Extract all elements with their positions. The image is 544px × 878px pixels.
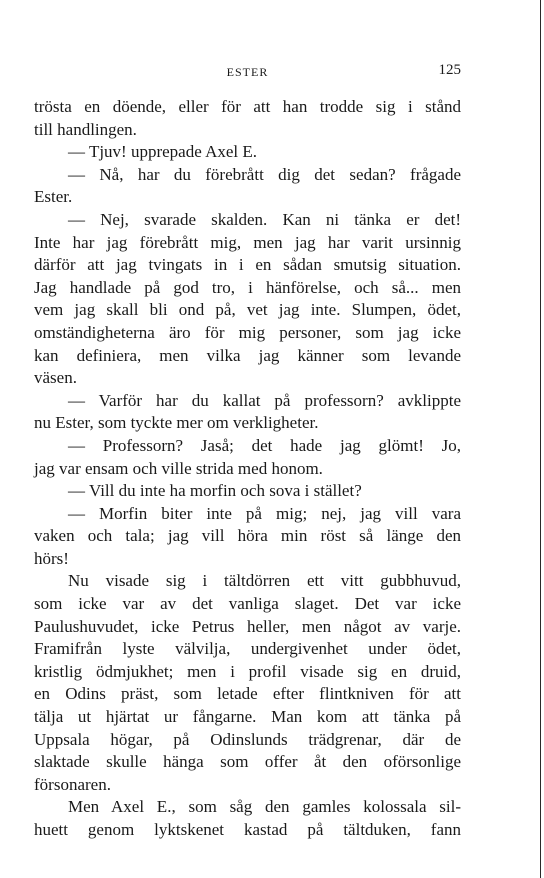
text-line: tälja ut hjärtat ur fångarne. Man kom att tänka på <box>34 707 461 727</box>
text-line: kristlig ödmjukhet; men i profil visade sig en druid, <box>34 661 461 681</box>
text-line: — Tjuv! upprepade Axel E. <box>68 142 258 162</box>
text-line: — Varför har du kallat på professorn? avklippte <box>68 390 461 410</box>
text-line: omständigheterna äro för mig personer, som jag icke <box>34 322 461 342</box>
text-line: som icke var av det vanliga slaget. Det var icke <box>34 594 461 614</box>
running-title: ESTER <box>226 65 269 79</box>
page-edge-line <box>540 0 541 878</box>
text-line: en Odins präst, som letade efter flintkniven för att <box>34 684 461 704</box>
text-line: till handlingen. <box>34 119 137 139</box>
page-number: 125 <box>438 62 461 78</box>
text-line: — Nej, svarade skalden. Kan ni tänka er det! <box>68 209 461 229</box>
text-line: huett genom lyktskenet kastad på tältduken, fann <box>34 820 461 839</box>
body-text <box>34 96 461 842</box>
text-line: Uppsala högar, på Odinslunds trädgrenar, där de <box>34 729 461 749</box>
text-line: — Vill du inte ha morfin och sova i stället? <box>68 481 362 501</box>
text-line: Ester. <box>34 187 73 207</box>
text-line: jag var ensam och ville strida med honom. <box>34 458 323 478</box>
text-line: kan definiera, men vilka jag känner som levande <box>34 345 461 365</box>
page-header <box>34 62 461 82</box>
text-line: Men Axel E., som såg den gamles kolossala sil- <box>68 797 461 817</box>
text-line: nu Ester, som tyckte mer om verkligheter. <box>34 413 319 433</box>
text-line: Nu visade sig i tältdörren ett vitt gubbhuvud, <box>68 571 461 591</box>
text-line: — Nå, har du förebrått dig det sedan? frågade <box>68 164 461 184</box>
text-line: slaktade skulle hänga som offer åt den oförsonlige <box>34 752 461 772</box>
text-line: Framifrån lyste välvilja, undergivenhet under ödet, <box>34 639 461 659</box>
text-line: Jag handlade på god tro, i hänförelse, och så... men <box>34 277 461 297</box>
text-line: hörs! <box>34 548 69 568</box>
text-line: väsen. <box>34 368 77 388</box>
text-line: — Morfin biter inte på mig; nej, jag vill vara <box>68 503 461 523</box>
text-line: därför att jag tvingats in i en sådan smutsig situation. <box>34 255 461 275</box>
text-line: vem jag skall bli ond på, vet jag inte. Slumpen, ödet, <box>34 300 461 320</box>
text-line: Inte har jag förebrått mig, men jag har varit ursinnig <box>34 232 461 252</box>
text-line: — Professorn? Jaså; det hade jag glömt! Jo, <box>68 435 461 455</box>
text-line: Paulushuvudet, icke Petrus heller, men något av varje. <box>34 616 461 636</box>
text-line: trösta en döende, eller för att han trodde sig i stånd <box>34 97 461 116</box>
text-line: försonaren. <box>34 774 111 794</box>
text-line: vaken och tala; jag vill höra min röst så länge den <box>34 526 461 546</box>
